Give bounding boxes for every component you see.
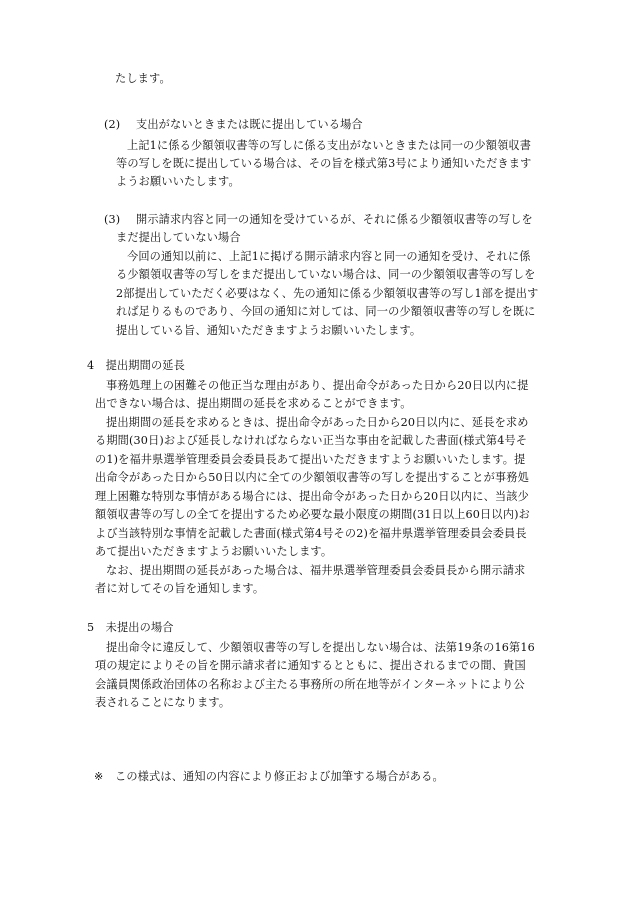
section-4-paragraph-line: 提出期間の延長を求めるときは、提出命令があった日から20日以内に、延長を求め (106, 416, 529, 429)
section-3-heading: 開示請求内容と同一の通知を受けているが、それに係る少額領収書等の写しを (136, 213, 533, 226)
section-4-paragraph-line: 額領収書等の写しの全てを提出するため必要な最小限度の期間(31日以上60日以内)お (95, 508, 530, 521)
section-2-heading: 支出がないときまたは既に提出している場合 (136, 118, 363, 131)
section-3-body-line: る少額領収書等の写しをまだ提出していない場合は、同一の少額領収書等の写しを (116, 268, 536, 281)
section-2-body-line: ようお願いいたします。 (116, 175, 240, 188)
footnote-mark: ※ (94, 770, 104, 783)
section-3-body-line: 今回の通知以前に、上記1に掲げる開示請求内容と同一の通知を受け、それに係 (127, 250, 531, 263)
section-4-paragraph-line: 出命令があった日から50日以内に全ての少額領収書等の写しを提出することが事務処 (95, 471, 529, 484)
section-4-paragraph-line: 事務処理上の困難その他正当な理由があり、提出命令があった日から20日以内に提 (106, 379, 529, 392)
section-5-body-line: 会議員関係政治団体の名称および主たる事務所の所在地等がインターネットにより公 (95, 678, 525, 691)
section-2-body-line: 等の写しを既に提出している場合は、その旨を様式第3号により通知いただきます (116, 157, 532, 170)
section-5-body-line: 提出命令に違反して、少額領収書等の写しを提出しない場合は、法第19条の16第16 (106, 641, 535, 654)
section-3-number: (3) (104, 213, 121, 226)
section-4-paragraph-line: よび当該特別な事情を記載した書面(様式第4号その2)を福井県選挙管理委員会委員長 (95, 527, 527, 540)
footnote-text: この様式は、通知の内容により修正および加筆する場合がある。 (115, 770, 444, 783)
section-5-body-line: 項の規定によりその旨を開示請求者に通知するとともに、提出されるまでの間、貴国 (95, 659, 526, 672)
section-5-heading: 5 未提出の場合 (87, 621, 174, 634)
continuation-line: たします。 (115, 72, 171, 85)
section-3-body-line: 2部提出していただく必要はなく、先の通知に係る少額領収書等の写し1部を提出す (116, 287, 539, 300)
section-4-paragraph-line: る期間(30日)および延長しなければならない正当な事由を記載した書面(様式第4号そ (95, 434, 528, 447)
section-4-paragraph-line: なお、提出期間の延長があった場合は、福井県選挙管理委員会委員長から開示請求 (106, 564, 526, 577)
section-3-heading: まだ提出していない場合 (116, 231, 241, 244)
section-4-paragraph-line: 者に対してその旨を通知します。 (95, 582, 265, 595)
section-4-heading: 4 提出期間の延長 (87, 359, 185, 372)
section-5-body-line: 表されることになります。 (95, 696, 231, 709)
section-2-number: (2) (104, 118, 121, 131)
section-4-paragraph-line: 理上困難な特別な事情がある場合には、提出命令があった日から20日以内に、当該少 (95, 490, 529, 503)
section-4-paragraph-line: 出できない場合は、提出期間の延長を求めることができます。 (95, 397, 412, 410)
section-4-paragraph-line: あて提出いただきますようお願いいたします。 (95, 545, 333, 558)
section-2-body-line: 上記1に係る少額領収書等の写しに係る支出がないときまたは同一の少額領収書 (127, 139, 532, 152)
section-3-body-line: 提出している旨、通知いただきますようお願いいたします。 (116, 324, 422, 337)
section-3-body-line: れば足りるものであり、今回の通知に対しては、同一の少額領収書等の写しを既に (116, 305, 536, 318)
section-4-paragraph-line: の1)を福井県選挙管理委員会委員長あて提出いただきますようお願いいたします。提 (95, 453, 526, 466)
